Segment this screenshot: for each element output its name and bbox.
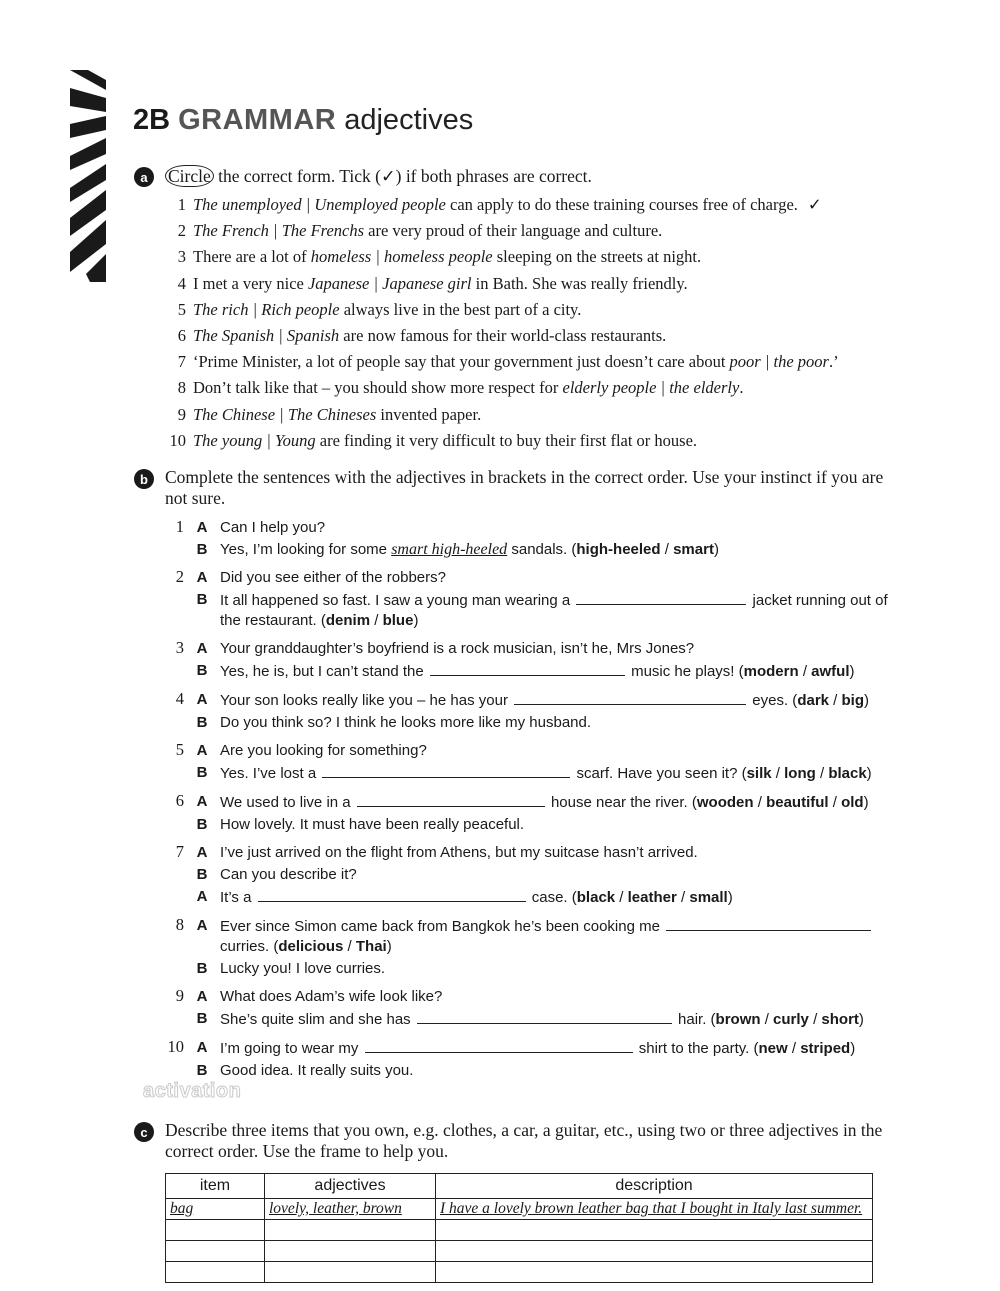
exercise-b-item [160, 914, 890, 979]
item-text: always live in the best part of a city. [339, 299, 582, 319]
table-cell[interactable] [436, 1220, 873, 1241]
adjective-keyword: curly [773, 1011, 809, 1028]
item-number: 10 [169, 430, 186, 450]
item-number: 2 [175, 567, 184, 586]
exercise-b-item [160, 790, 890, 835]
section-label: GRAMMAR [178, 104, 337, 136]
exercise-a-item [160, 351, 839, 377]
line-text: Yes, I’m looking for some smart high-heeled sandals. (high-heeled / smart) [220, 541, 719, 558]
adjective-keyword: beautiful [766, 794, 829, 811]
item-number: 1 [177, 195, 186, 214]
line-text: Lucky you! I love curries. [220, 960, 386, 977]
exercise-a-item [160, 377, 839, 403]
exercise-a-list [160, 194, 839, 456]
speaker-label: A [196, 1039, 208, 1056]
item-options[interactable]: The Chinese | The Chineses [193, 404, 377, 424]
description-frame-table [165, 1173, 873, 1283]
line-text: She’s quite slim and she has hair. (brown / curly / short) [220, 1011, 864, 1028]
item-number: 7 [175, 842, 184, 861]
line-text: I’ve just arrived on the flight from Athens, but my suitcase hasn’t arrived. [220, 844, 698, 861]
dialogue-line [184, 713, 890, 733]
speaker-label: A [196, 917, 208, 934]
exercise-a-badge: a [134, 167, 154, 187]
dialogue-line [184, 690, 890, 711]
table-cell[interactable] [265, 1262, 436, 1283]
exercise-b-item [160, 985, 890, 1030]
exercise-a-item [160, 273, 839, 299]
item-text: are very proud of their language and culture. [364, 221, 663, 241]
item-number: 9 [177, 404, 186, 424]
answer-blank[interactable] [357, 792, 545, 807]
table-header: adjectives [265, 1174, 436, 1199]
line-text: Ever since Simon came back from Bangkok he’s been cooking me curries. (delicious / Thai) [220, 916, 890, 957]
adjective-keyword: short [821, 1011, 859, 1028]
item-text: can apply to do these training courses free of charge. [445, 195, 798, 214]
table-cell[interactable] [166, 1241, 265, 1262]
adjective-keyword: blue [382, 612, 414, 629]
table-cell[interactable] [166, 1220, 265, 1241]
speaker-label: A [196, 844, 208, 861]
speaker-label: A [196, 519, 208, 536]
item-text: ‘Prime Minister, a lot of people say that your government just doesn’t care about [193, 352, 730, 372]
line-text: It all happened so fast. I saw a young man wearing a jacket running out of the restaurant. (denim / blue) [220, 592, 888, 629]
exercise-a-item [160, 194, 839, 220]
dialogue-line [184, 1038, 890, 1059]
topic-label: adjectives [344, 104, 474, 136]
item-number: 10 [167, 1037, 184, 1056]
exercise-b-item [160, 739, 890, 784]
speaker-label: B [196, 541, 208, 558]
item-number: 8 [175, 915, 184, 934]
line-text: Good idea. It really suits you. [220, 1062, 414, 1079]
adjective-keyword: silk [746, 765, 772, 782]
dialogue-line [184, 987, 890, 1007]
item-text: are finding it very difficult to buy their first flat or house. [315, 430, 698, 450]
stripe [70, 138, 106, 170]
dialogue-line [184, 590, 890, 631]
dialogue-line [184, 661, 890, 682]
item-text: I met a very nice [193, 273, 308, 293]
dialogue-line [184, 959, 890, 979]
lesson-code: 2B [133, 104, 171, 136]
table-row [166, 1262, 873, 1283]
dialogue-line [184, 865, 890, 885]
line-text: Did you see either of the robbers? [220, 569, 446, 586]
exercise-b-instruction: Complete the sentences with the adjectives in brackets in the correct order. Use your instinct if you are not sure. [165, 467, 884, 508]
item-options[interactable]: The Spanish | Spanish [193, 325, 340, 345]
item-number: 3 [177, 247, 186, 267]
item-text: sleeping on the streets at night. [492, 247, 702, 267]
answer-blank[interactable] [576, 590, 746, 605]
table-row [166, 1199, 873, 1220]
item-number: 7 [177, 352, 186, 372]
exercise-a-instruction: Circle the correct form. Tick (✓) if both phrases are correct. [165, 166, 885, 187]
answer-blank[interactable] [322, 763, 570, 778]
speaker-label: B [196, 1062, 208, 1079]
item-text: .’ [828, 352, 839, 372]
line-text: Your granddaughter’s boyfriend is a rock musician, isn’t he, Mrs Jones? [220, 640, 695, 657]
dialogue-line [184, 815, 890, 835]
line-text: We used to live in a house near the river. (wooden / beautiful / old) [220, 794, 869, 811]
item-number: 2 [177, 221, 186, 241]
adjective-keyword: Thai [355, 938, 387, 955]
adjective-keyword: black [828, 765, 867, 782]
line-text: I’m going to wear my shirt to the party. (new / striped) [220, 1040, 856, 1057]
answer-blank[interactable] [365, 1038, 633, 1053]
table-cell: I have a lovely brown leather bag that I bought in Italy last summer. [436, 1199, 873, 1220]
adjective-keyword: big [841, 692, 865, 709]
dialogue-line [184, 540, 890, 560]
adjective-keyword: leather [627, 889, 677, 906]
item-number: 5 [177, 299, 186, 319]
adjective-keyword: smart [673, 541, 714, 558]
exercise-b-item [160, 1036, 890, 1081]
exercise-a-item [160, 299, 839, 325]
table-cell[interactable] [265, 1220, 436, 1241]
item-options[interactable]: homeless | homeless people [310, 247, 493, 267]
dialogue-line [184, 916, 890, 957]
table-cell[interactable] [166, 1262, 265, 1283]
line-text: Yes, he is, but I can’t stand the music he plays! (modern / awful) [220, 663, 855, 680]
table-cell[interactable] [265, 1241, 436, 1262]
table-cell: lovely, leather, brown [265, 1199, 436, 1220]
stripe [70, 88, 106, 112]
adjective-keyword: awful [811, 663, 850, 680]
dialogue-line [184, 741, 890, 761]
item-options[interactable]: poor | the poor [729, 352, 829, 372]
zebra-stripes-decoration [66, 68, 110, 284]
speaker-label: A [196, 569, 208, 586]
exercise-a-item [160, 220, 839, 246]
speaker-label: A [196, 691, 208, 708]
item-text: invented paper. [376, 404, 482, 424]
exercise-b-item [160, 688, 890, 733]
exercise-b-badge: b [134, 469, 154, 489]
table-cell[interactable] [436, 1241, 873, 1262]
table-header: item [166, 1174, 265, 1199]
item-text: There are a lot of [193, 247, 311, 267]
speaker-label: B [196, 662, 208, 679]
dialogue-line [184, 843, 890, 863]
adjective-keyword: modern [743, 663, 799, 680]
speaker-label: A [196, 742, 208, 759]
item-text: are now famous for their world-class restaurants. [339, 325, 667, 345]
exercise-b-item [160, 637, 890, 682]
line-text: It’s a case. (black / leather / small) [220, 889, 733, 906]
speaker-label: B [196, 1010, 208, 1027]
line-text: Can you describe it? [220, 866, 357, 883]
answer-blank[interactable] [258, 887, 526, 902]
item-number: 6 [177, 325, 186, 345]
exercise-a-item [160, 325, 839, 351]
activation-heading: activation [143, 1080, 242, 1102]
exercise-b-item [160, 841, 890, 908]
exercise-b-list [160, 516, 890, 1087]
speaker-label: B [196, 764, 208, 781]
exercise-b-item [160, 516, 890, 560]
page-title [133, 104, 473, 137]
speaker-label: B [196, 591, 208, 608]
item-options[interactable]: Japanese | Japanese girl [307, 273, 472, 293]
item-number: 8 [177, 378, 186, 398]
line-text: How lovely. It must have been really peaceful. [220, 816, 525, 833]
stripe [70, 70, 106, 90]
speaker-label: A [196, 988, 208, 1005]
stripe [86, 254, 106, 282]
speaker-label: A [196, 793, 208, 810]
speaker-label: B [196, 714, 208, 731]
item-options[interactable]: The French | The Frenchs [193, 221, 365, 241]
item-number: 1 [175, 517, 184, 536]
dialogue-line [184, 792, 890, 813]
item-number: 5 [175, 740, 184, 759]
answer-blank[interactable] [417, 1009, 672, 1024]
table-header: description [436, 1174, 873, 1199]
speaker-label: A [196, 888, 208, 905]
item-number: 3 [175, 638, 184, 657]
dialogue-line [184, 568, 890, 588]
exercise-a-item [160, 246, 839, 272]
answer-blank[interactable] [430, 661, 625, 676]
line-text: Are you looking for something? [220, 742, 427, 759]
speaker-label: A [196, 640, 208, 657]
line-text: Yes. I’ve lost a scarf. Have you seen it? (silk / long / black) [220, 765, 872, 782]
adjective-keyword: denim [325, 612, 371, 629]
stripe [70, 116, 106, 138]
speaker-label: B [196, 816, 208, 833]
answer-blank[interactable] [514, 690, 746, 705]
line-text: Do you think so? I think he looks more like my husband. [220, 714, 592, 731]
adjective-keyword: small [689, 889, 728, 906]
item-options[interactable]: The young | Young [193, 430, 316, 450]
speaker-label: B [196, 960, 208, 977]
example-answer: smart high-heeled [391, 541, 508, 558]
adjective-keyword: new [758, 1040, 788, 1057]
dialogue-line [184, 887, 890, 908]
adjective-keyword: striped [800, 1040, 851, 1057]
dialogue-line [184, 518, 890, 538]
adjective-keyword: delicious [278, 938, 344, 955]
item-options[interactable]: elderly people | the elderly [562, 378, 740, 398]
table-row [166, 1220, 873, 1241]
item-number: 4 [175, 689, 184, 708]
adjective-keyword: black [576, 889, 616, 906]
table-row [166, 1241, 873, 1262]
exercise-a-item [160, 430, 839, 456]
dialogue-line [184, 639, 890, 659]
exercise-c-badge: c [134, 1122, 154, 1142]
tick-icon: ✓ [807, 195, 822, 214]
answer-blank[interactable] [666, 916, 871, 931]
line-text: Your son looks really like you – he has your eyes. (dark / big) [220, 692, 870, 709]
exercise-c-instruction: Describe three items that you own, e.g. clothes, a car, a guitar, etc., using two or three adjectives in the correct order. Use the frame to help you. [165, 1120, 883, 1161]
adjective-keyword: high-heeled [576, 541, 661, 558]
exercise-a-item [160, 404, 839, 430]
item-number: 9 [175, 986, 184, 1005]
item-number: 4 [177, 273, 186, 293]
item-text: in Bath. She was really friendly. [471, 273, 688, 293]
circled-word: Circle [165, 165, 214, 187]
table-cell: bag [166, 1199, 265, 1220]
table-cell[interactable] [436, 1262, 873, 1283]
adjective-keyword: dark [797, 692, 829, 709]
dialogue-line [184, 1009, 890, 1030]
dialogue-line [184, 763, 890, 784]
adjective-keyword: wooden [696, 794, 754, 811]
dialogue-line [184, 1061, 890, 1081]
line-text: Can I help you? [220, 519, 326, 536]
item-options[interactable]: The unemployed | Unemployed people [193, 195, 446, 214]
item-text: Don’t talk like that – you should show more respect for [193, 378, 563, 398]
item-options[interactable]: The rich | Rich people [193, 299, 340, 319]
adjective-keyword: brown [715, 1011, 761, 1028]
speaker-label: B [196, 866, 208, 883]
adjective-keyword: long [784, 765, 816, 782]
adjective-keyword: old [841, 794, 864, 811]
line-text: What does Adam’s wife look like? [220, 988, 443, 1005]
item-number: 6 [175, 791, 184, 810]
item-text: . [739, 378, 744, 398]
exercise-b-item [160, 566, 890, 631]
